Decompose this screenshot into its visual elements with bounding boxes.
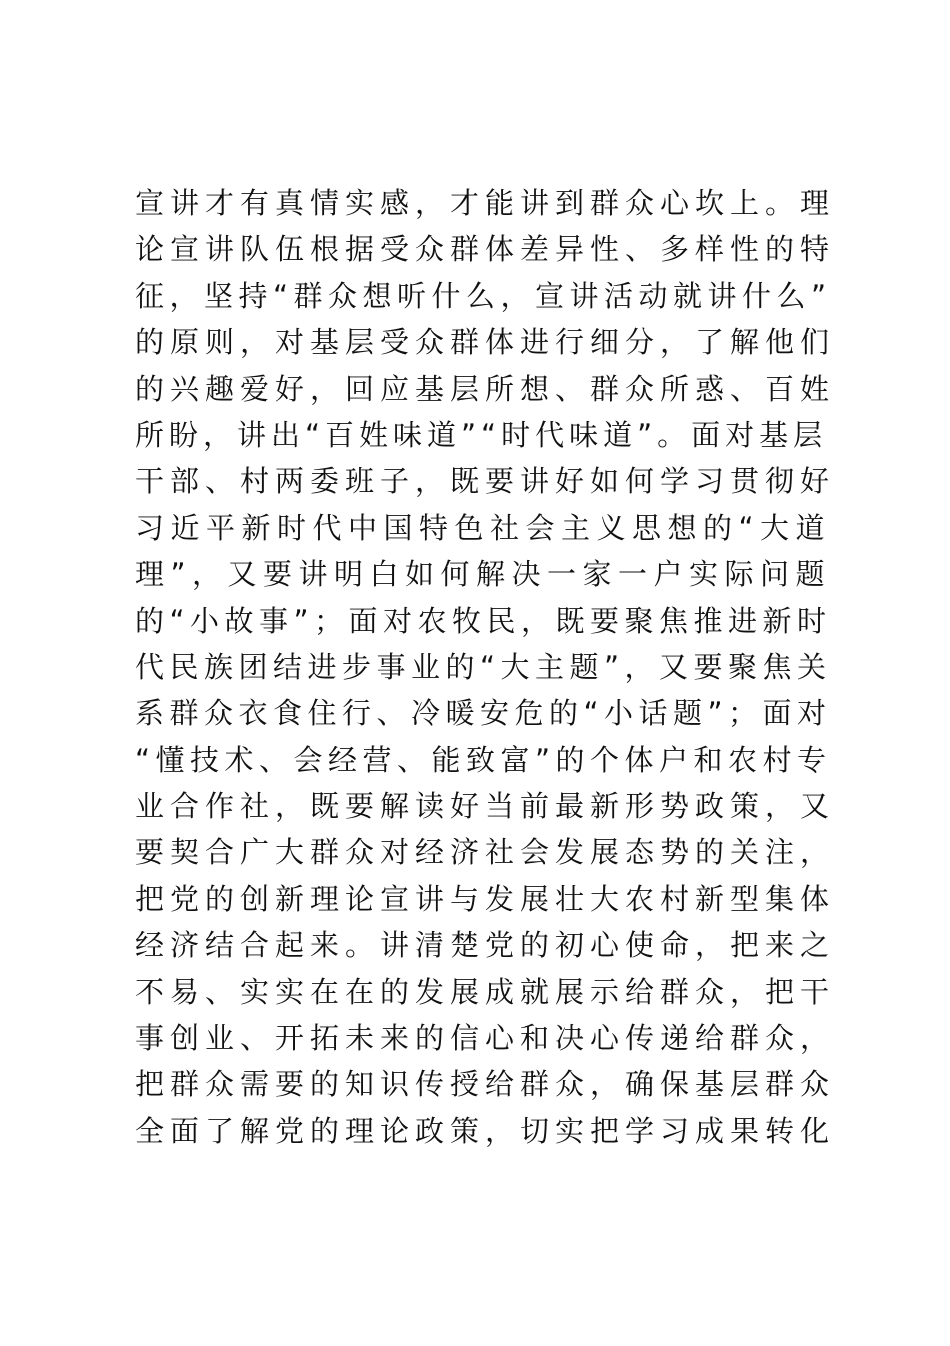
text-line-11: 代民族团结进步事业的“大主题”，又要聚焦关: [135, 649, 832, 684]
text-line-8: 习近平新时代中国特色社会主义思想的“大道: [135, 510, 832, 545]
text-line-12: 系群众衣食住行、冷暖安危的“小话题”；面对: [135, 696, 832, 731]
text-line-13: “懂技术、会经营、能致富”的个体户和农村专: [135, 742, 832, 777]
text-line-15: 要契合广大群众对经济社会发展态势的关注，: [135, 835, 836, 870]
text-line-4: 的原则，对基层受众群体进行细分，了解他们: [135, 325, 836, 360]
body-paragraph: [135, 180, 835, 1154]
text-line-7: 干部、村两委班子，既要讲好如何学习贯彻好: [135, 464, 836, 499]
text-line-14: 业合作社，既要解读好当前最新形势政策，又: [135, 789, 836, 824]
text-line-18: 不易、实实在在的发展成就展示给群众，把干: [135, 974, 836, 1009]
text-line-21: 全面了解党的理论政策，切实把学习成果转化: [135, 1113, 836, 1148]
text-line-2: 论宣讲队伍根据受众群体差异性、多样性的特: [135, 232, 836, 267]
text-line-20: 把群众需要的知识传授给群众，确保基层群众: [135, 1067, 836, 1102]
text-line-16: 把党的创新理论宣讲与发展壮大农村新型集体: [135, 881, 836, 916]
text-line-5: 的兴趣爱好，回应基层所想、群众所惑、百姓: [135, 371, 836, 406]
text-line-1: 宣讲才有真情实感，才能讲到群众心坎上。理: [135, 186, 836, 220]
text-line-19: 事创业、开拓未来的信心和决心传递给群众，: [135, 1021, 836, 1056]
text-line-17: 经济结合起来。讲清楚党的初心使命，把来之: [135, 928, 836, 963]
text-line-3: 征，坚持“群众想听什么，宣讲活动就讲什么”: [135, 278, 832, 313]
text-line-6: 所盼，讲出“百姓味道”“时代味道”。面对基层: [135, 417, 828, 452]
text-line-9: 理”，又要讲明白如何解决一家一户实际问题: [135, 557, 832, 592]
text-line-10: 的“小故事”；面对农牧民，既要聚焦推进新时: [135, 603, 832, 638]
